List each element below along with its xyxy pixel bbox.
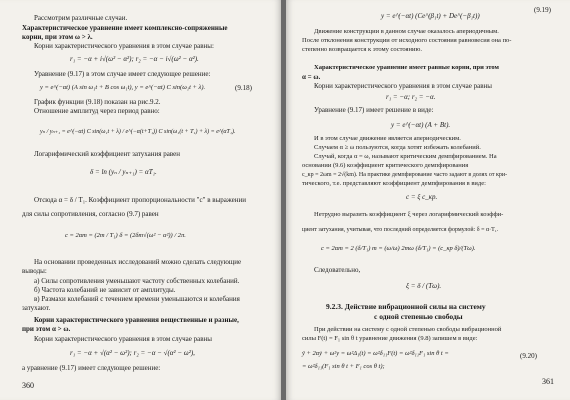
text-line: Уравнение (9.17) имеет решение в виде: [314, 106, 434, 114]
equation: δ = ln (yₙ / yₙ₊₁) = αT₁. [90, 168, 157, 176]
equation: r₁ = −α + √(α² − ω²); r₂ = −α − √(α² − ω²), [70, 349, 195, 357]
text-line: Уравнение (9.17) в этом случае имеет следующее решение: [34, 70, 211, 78]
text-line: для силы сопротивления, согласно (9.7) равен [22, 210, 159, 218]
page-number: 361 [542, 377, 554, 386]
text-line: Рассмотрим различные случаи. [34, 14, 128, 22]
text-line: Случай, когда α = ω, называют критическим демпфированием. На [314, 153, 497, 160]
text-line: Корни характеристического уравнения в этом случае равны: [34, 42, 214, 50]
text-line: а уравнение (9.17) имеет следующее решение: [22, 364, 161, 372]
text-line: циент затухания, учитывая, что последний определяется формулой: δ = α·T₁. [302, 227, 499, 233]
text-line: Корни характеристического уравнения в этом случае равны [314, 82, 492, 90]
text-line: основании (9.6) коэффициент критического демпфирования [302, 162, 469, 169]
text-line: Движение конструкции в данном случае оказалось апериодичным. [314, 28, 499, 35]
equation-number: (9.20) [520, 352, 537, 360]
text-line: После отклонения конструкции от исходного состояния равновесия она по- [302, 37, 512, 44]
text-line: б) Частота колебаний не зависит от амплитуды. [34, 286, 176, 294]
equation-number: (9.19) [534, 6, 551, 14]
section-heading: α = ω. [302, 73, 321, 81]
equation: c = ξ c_кр. [406, 193, 438, 201]
section-heading: корни, при этом ω > λ. [22, 33, 93, 41]
text-line: степенно возвращается к этому состоянию. [302, 46, 422, 53]
equation: yₙ / yₙ₊₁ = e^(−αt) C sin(ω₁t + λ) / e^(−α(t+T₁)) C sin(ω₁(t + T₁) + λ) = e^(αT₁). [40, 129, 236, 135]
equation: y = e^(−αt) (A + Bt). [391, 121, 451, 129]
text-line: Логарифмический коэффициент затухания равен [34, 150, 180, 158]
text-line: Нетрудно выразить коэффициент ξ через логарифмический коэффи- [314, 211, 504, 218]
text-line: в) Размахи колебаний с течением времени уменьшаются и колебания [34, 295, 240, 303]
equation: y = e^(−αt) (A sin ω₁t + B cos ω₁t), y = e^(−αt) C sin(ω₁t + λ). [40, 84, 206, 91]
section-heading: Характеристическое уравнение имеет комплексно-сопряженные [22, 24, 228, 32]
section-heading: Корни характеристического уравнения вещественные и разные, [34, 316, 239, 324]
equation: ξ = δ / (Tω). [406, 282, 442, 290]
text-line: На основании проведенных исследований можно сделать следующие [34, 258, 242, 266]
text-line: График функции (9.18) показан на рис.9.2. [34, 98, 161, 106]
right-page [286, 0, 570, 400]
equation: = ω²δ₁₁(F₁ sin θ t + F₁ cos θ t); [302, 363, 385, 370]
section-heading: 9.2.3. Действие вибрационной силы на систему [326, 302, 486, 311]
equation: ÿ + 2αẏ + ω²y = ω²Δ₁(t) = ω²δ₁₁F(t) = ω²δ₁₁F₁ sin θ t = [302, 350, 449, 357]
text-line: Отношение амплитуд через период равно: [34, 107, 160, 115]
text-line: затухают. [22, 304, 51, 312]
text-line: И в этом случае движение является апериодическим. [314, 135, 461, 142]
text-line: Корни характеристического уравнения в этом случае равны [34, 335, 212, 343]
equation: r₁ = −α; r₂ = −α. [386, 93, 436, 101]
text-line: Отсюда α = δ / T₁. Коэффициент пропорциональности "c" в выражении [34, 196, 246, 204]
text-line: При действии на систему с одной степенью свободы вибрационной [314, 326, 502, 333]
section-heading: с одной степенью свободы [374, 312, 463, 321]
equation: r₁ = −α + i√(ω² − α²); r₂ = −α − i√(ω² − α²). [70, 55, 199, 63]
text-line: выводы: [22, 267, 47, 275]
page-number: 360 [22, 381, 34, 390]
equation: c = 2αm = (2m / T₁) δ = (2δm√(ω² − α²)) / 2π. [65, 232, 186, 239]
text-line: силы F(t) = F₁ sin θ t уравнение движения (9.8) запишем в виде: [302, 335, 478, 342]
equation: y = e^(−αt) (Ce^(β₁t) + De^(−β₁t)) [381, 12, 480, 20]
equation: c = 2αm = 2 (δ/T₁) m = (ω/ω) 2mω (δ/T₁) = (c_кр δ)/(Tω). [321, 245, 476, 252]
section-heading: Характеристическое уравнение имеет равные корни, при этом [314, 64, 499, 71]
text-line: а) Силы сопротивления уменьшают частоту собственных колебаний. [34, 277, 240, 285]
text-line: c_кр = 2ωm = 2√(km). На практике демпфирование часто задают в долях от кри- [302, 172, 508, 178]
text-line: Следовательно, [314, 266, 361, 274]
equation-number: (9.18) [235, 84, 252, 92]
left-page [0, 0, 281, 400]
text-line: Случаем α ≥ ω пользуются, когда хотят избежать колебаний. [314, 144, 481, 151]
section-heading: при этом α > ω. [22, 325, 71, 333]
text-line: тического, т.е. представляют коэффициент демпфирования в виде: [302, 180, 486, 187]
